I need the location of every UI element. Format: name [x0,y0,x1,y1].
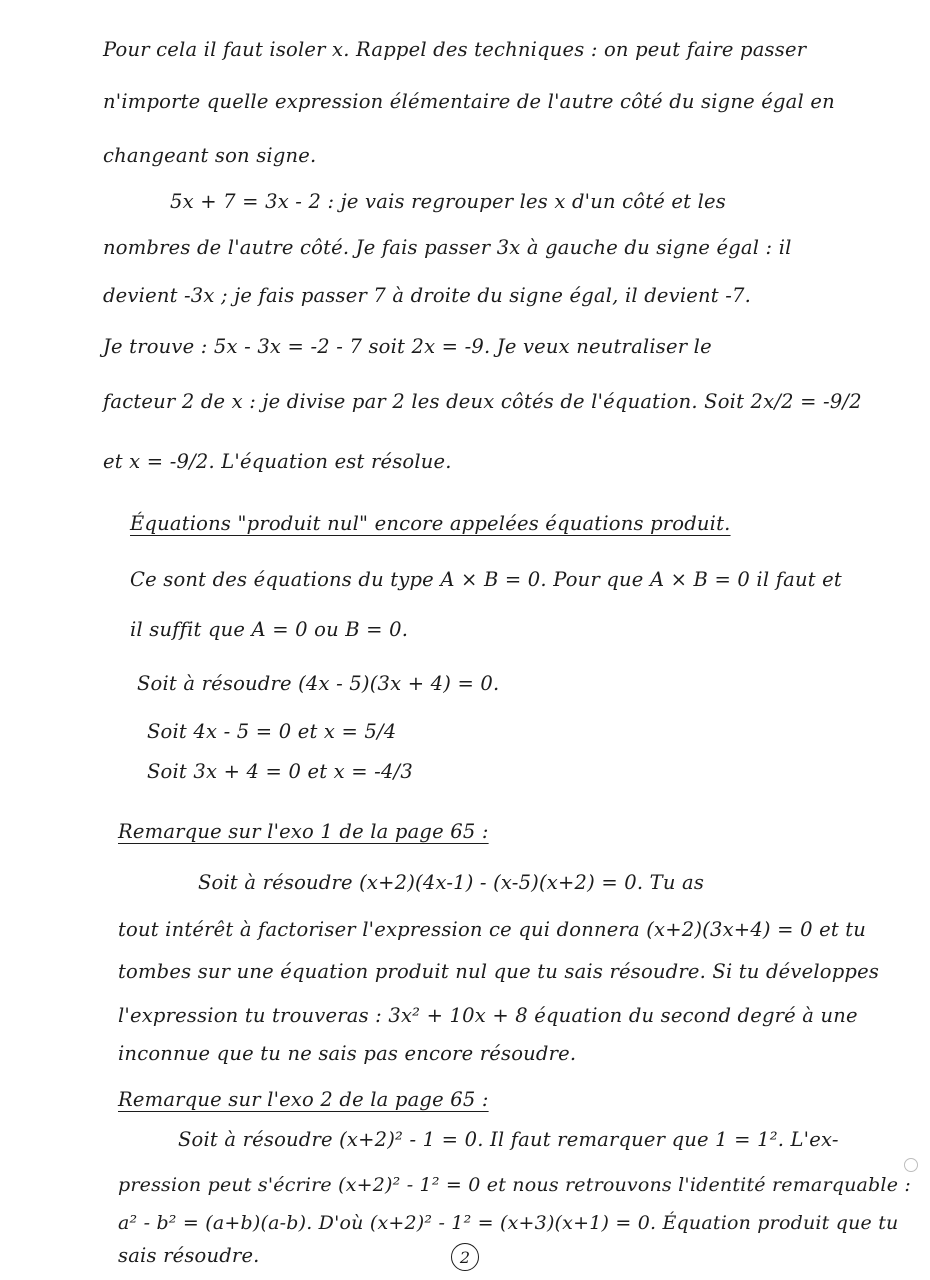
text-line-25: a² - b² = (a+b)(a-b). D'où (x+2)² - 1² = (x+3)(x+1) = 0. Équation produit que tu [118,1212,899,1234]
text-line-20: l'expression tu trouveras : 3x² + 10x + 8 équation du second degré à une [118,1004,858,1027]
text-line-14: Soit 4x - 5 = 0 et x = 5/4 [147,720,397,743]
text-line-2: n'importe quelle expression élémentaire de l'autre côté du signe égal en [103,90,835,113]
paper-mark [904,1158,918,1172]
text-line-18: tout intérêt à factoriser l'expression ce qui donnera (x+2)(3x+4) = 0 et tu [118,918,867,941]
section-heading-exo-1: Remarque sur l'exo 1 de la page 65 : [118,820,489,843]
text-line-19: tombes sur une équation produit nul que tu sais résoudre. Si tu développes [118,960,880,983]
text-line-5: nombres de l'autre côté. Je fais passer 3x à gauche du signe égal : il [103,236,792,259]
text-line-7: Je trouve : 5x - 3x = -2 - 7 soit 2x = -9. Je veux neutraliser le [103,335,712,358]
text-line-23: Soit à résoudre (x+2)² - 1 = 0. Il faut remarquer que 1 = 1². L'ex- [178,1128,839,1151]
section-heading-exo-2: Remarque sur l'exo 2 de la page 65 : [118,1088,489,1111]
text-line-26: sais résoudre. [118,1244,260,1267]
text-line-21: inconnue que tu ne sais pas encore résoudre. [118,1042,577,1065]
page-number: 2 [451,1243,479,1271]
text-line-24: pression peut s'écrire (x+2)² - 1² = 0 et nous retrouvons l'identité remarquable : [118,1174,911,1196]
text-line-4: 5x + 7 = 3x - 2 : je vais regrouper les x d'un côté et les [170,190,726,213]
text-line-1: Pour cela il faut isoler x. Rappel des techniques : on peut faire passer [103,38,807,61]
text-line-15: Soit 3x + 4 = 0 et x = -4/3 [147,760,413,783]
text-line-17: Soit à résoudre (x+2)(4x-1) - (x-5)(x+2) = 0. Tu as [198,871,705,894]
section-heading-produit-nul: Équations "produit nul" encore appelées équations produit. [130,512,731,535]
text-line-11: Ce sont des équations du type A × B = 0. Pour que A × B = 0 il faut et [130,568,842,591]
text-line-6: devient -3x ; je fais passer 7 à droite du signe égal, il devient -7. [103,284,752,307]
text-line-13: Soit à résoudre (4x - 5)(3x + 4) = 0. [137,672,500,695]
text-line-9: et x = -9/2. L'équation est résolue. [103,450,452,473]
text-line-12: il suffit que A = 0 ou B = 0. [130,618,409,641]
text-line-3: changeant son signe. [103,144,317,167]
text-line-8: facteur 2 de x : je divise par 2 les deux côtés de l'équation. Soit 2x/2 = -9/2 [103,390,862,413]
